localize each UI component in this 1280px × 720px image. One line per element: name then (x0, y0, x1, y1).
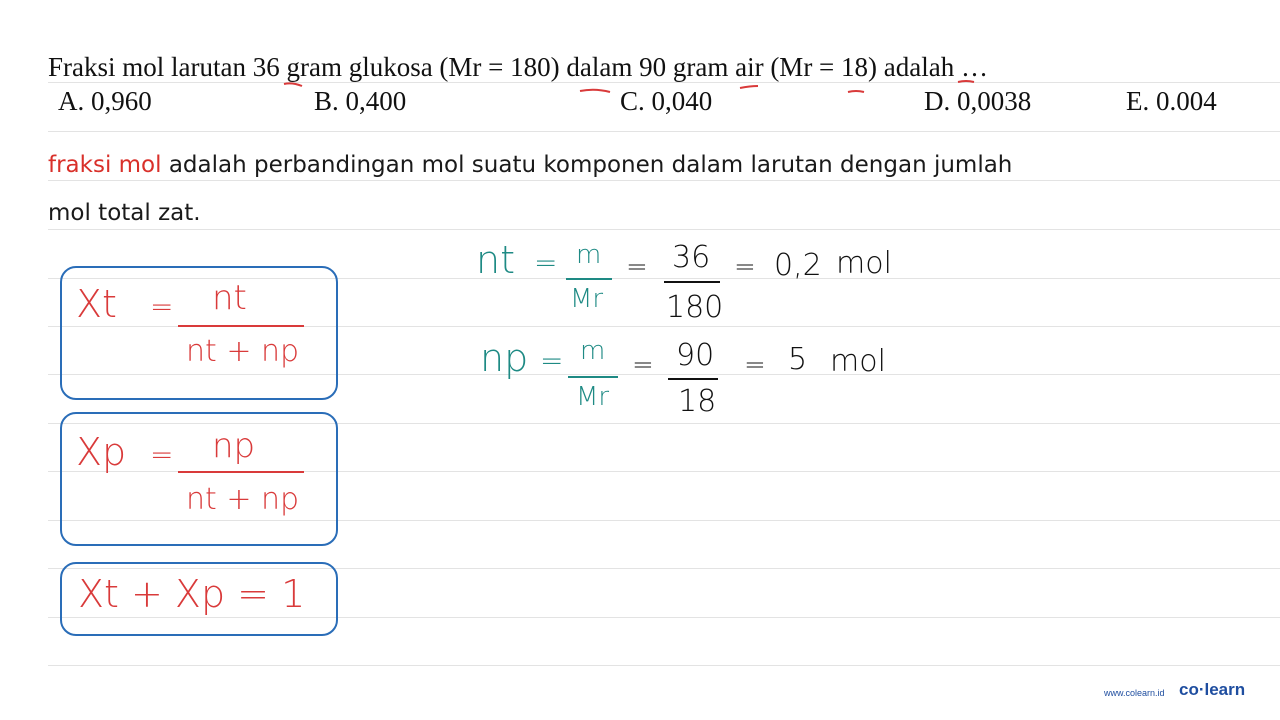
nt-eq2: = (626, 252, 648, 282)
sum-formula: Xt + Xp = 1 (78, 572, 306, 616)
colearn-logo: co·learn (1179, 680, 1246, 699)
np-result: 5 (788, 342, 808, 377)
np-frac-den: Mr (576, 382, 610, 412)
xt-fraction-bar (178, 325, 304, 327)
nt-frac-num: m (576, 240, 602, 270)
option-b: B. 0,400 (314, 86, 407, 116)
definition-line-1 (48, 152, 1012, 178)
xt-num: nt (212, 278, 247, 318)
xt-den: nt + np (186, 334, 300, 369)
nt-lhs: nt (476, 238, 515, 282)
np-eq3: = (744, 350, 766, 380)
xp-eq: = (150, 438, 174, 471)
option-d: D. 0,0038 (924, 86, 1032, 116)
nt-val-den: 180 (666, 290, 724, 325)
np-val-den: 18 (678, 384, 717, 419)
definition-line-2: mol total zat. (48, 200, 201, 226)
nt-val-num: 36 (672, 240, 711, 275)
np-unit: mol (830, 344, 886, 379)
definition-term: fraksi mol (48, 152, 162, 178)
nt-eq1: = (534, 246, 558, 279)
footer-url: www.colearn.id (1104, 688, 1165, 698)
ruled-line (48, 131, 1280, 132)
xp-lhs: Xp (76, 430, 127, 474)
nt-val-bar (664, 281, 720, 283)
question-text: Fraksi mol larutan 36 gram glukosa (Mr = 180) dalam 90 gram air (Mr = 18) adalah … (48, 52, 988, 82)
ruled-line (48, 180, 1280, 181)
nt-eq3: = (734, 252, 756, 282)
np-val-num: 90 (676, 338, 715, 373)
nt-frac-bar (566, 278, 612, 280)
definition-text: adalah perbandingan mol suatu komponen dalam larutan dengan jumlah (161, 152, 1013, 178)
option-e: E. 0.004 (1126, 86, 1217, 116)
xt-lhs: Xt (76, 282, 117, 326)
np-eq1: = (540, 344, 564, 377)
np-eq2: = (632, 350, 654, 380)
np-val-bar (668, 378, 718, 380)
option-c: C. 0,040 (620, 86, 713, 116)
nt-result: 0,2 (774, 248, 822, 283)
nt-frac-den: Mr (570, 284, 604, 314)
nt-unit: mol (836, 246, 892, 281)
np-lhs: np (480, 336, 529, 380)
np-frac-bar (568, 376, 618, 378)
ruled-line (48, 665, 1280, 666)
np-frac-num: m (580, 336, 606, 366)
xt-eq: = (150, 290, 174, 323)
option-a: A. 0,960 (58, 86, 152, 116)
xp-den: nt + np (186, 482, 300, 517)
ruled-line (48, 229, 1280, 230)
xp-fraction-bar (178, 471, 304, 473)
xp-num: np (212, 426, 256, 466)
